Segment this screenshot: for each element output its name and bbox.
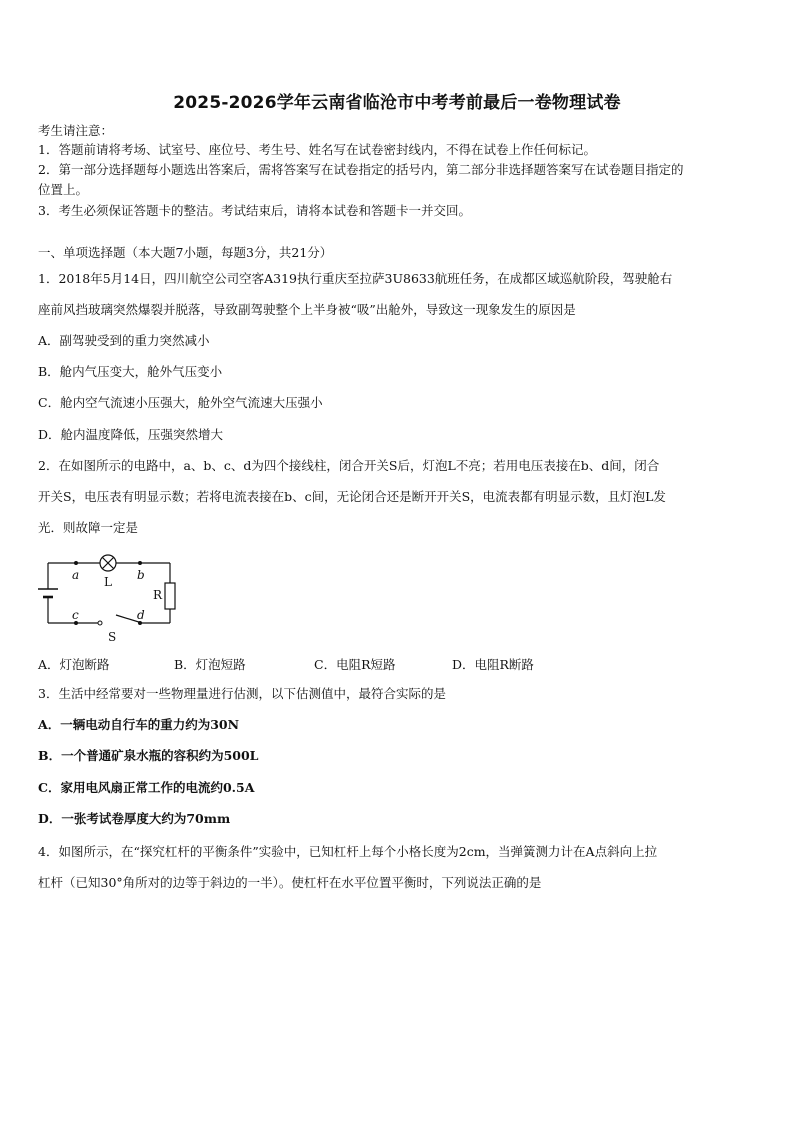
- question-text: 4．如图所示，在“探究杠杆的平衡条件”实验中，已知杠杆上每个小格长度为2cm，当弹簧测力计在A点斜向上拉: [38, 844, 658, 859]
- question-text: 2．在如图所示的电路中，a、b、c、d为四个接线柱，闭合开关S后，灯泡L不亮；若用电压表接在b、d间，闭合: [38, 458, 660, 473]
- lamp-label: L: [104, 575, 112, 589]
- notice-item: 2．第一部分选择题每小题选出答案后，需将答案写在试卷指定的括号内，第二部分非选择题答案写在试卷题目指定的: [38, 162, 684, 177]
- answer-option: D．一张考试卷厚度大约为70mm: [38, 811, 231, 826]
- notice-item: 1．答题前请将考场、试室号、座位号、考生号、姓名写在试卷密封线内，不得在试卷上作任何标记。: [38, 142, 596, 157]
- question-text: 座前风挡玻璃突然爆裂并脱落，导致副驾驶整个上半身被“吸”出舱外，导致这一现象发生的原因是: [38, 302, 576, 317]
- answer-option: C．舱内空气流速小压强大，舱外空气流速大压强小: [38, 395, 323, 410]
- answer-option: A．副驾驶受到的重力突然减小: [38, 333, 210, 348]
- question-text: 光．则故障一定是: [38, 520, 139, 535]
- notice-item: 位置上。: [38, 182, 89, 197]
- question-text: 杠杆（已知30°角所对的边等于斜边的一半）。使杠杆在水平位置平衡时，下列说法正确的是: [38, 875, 542, 890]
- section-heading: 一、单项选择题（本大题7小题，每题3分，共21分）: [38, 245, 333, 260]
- answer-option: A．一辆电动自行车的重力约为30N: [38, 717, 240, 732]
- answer-option: B．一个普通矿泉水瓶的容积约为500L: [38, 748, 259, 763]
- answer-option: D．舱内温度降低，压强突然增大: [38, 427, 224, 442]
- answer-option: C．家用电风扇正常工作的电流约0.5A: [38, 780, 255, 795]
- notice-heading: 考生请注意：: [38, 123, 114, 138]
- answer-option: D．电阻R断路: [452, 657, 534, 672]
- terminal-a-label: a: [72, 568, 80, 582]
- page-title: 2025-2026学年云南省临沧市中考考前最后一卷物理试卷: [173, 93, 621, 113]
- question-text: 开关S，电压表有明显示数；若将电流表接在b、c间，无论闭合还是断开开关S，电流表都有明显示数，且灯泡L发: [38, 489, 666, 504]
- answer-option: C．电阻R短路: [314, 657, 396, 672]
- question-text: 1．2018年5月14日，四川航空公司空客A319执行重庆至拉萨3U8633航班任务，在成都区域巡航阶段，驾驶舱右: [38, 271, 673, 286]
- question-text: 3．生活中经常要对一些物理量进行估测，以下估测值中，最符合实际的是: [38, 686, 446, 701]
- notice-item: 3．考生必须保证答题卡的整洁。考试结束后，请将本试卷和答题卡一并交回。: [38, 203, 471, 218]
- switch-label: S: [108, 630, 117, 644]
- answer-option: B．舱内气压变大，舱外气压变小: [38, 364, 223, 379]
- terminal-c-label: c: [72, 608, 79, 622]
- terminal-b-label: b: [137, 568, 145, 582]
- resistor-label: R: [153, 588, 163, 602]
- answer-option: A．灯泡断路: [38, 657, 110, 672]
- circuit-diagram: [36, 553, 186, 648]
- terminal-d-label: d: [137, 608, 145, 622]
- answer-option: B．灯泡短路: [174, 657, 246, 672]
- answer-options-row: [38, 655, 760, 671]
